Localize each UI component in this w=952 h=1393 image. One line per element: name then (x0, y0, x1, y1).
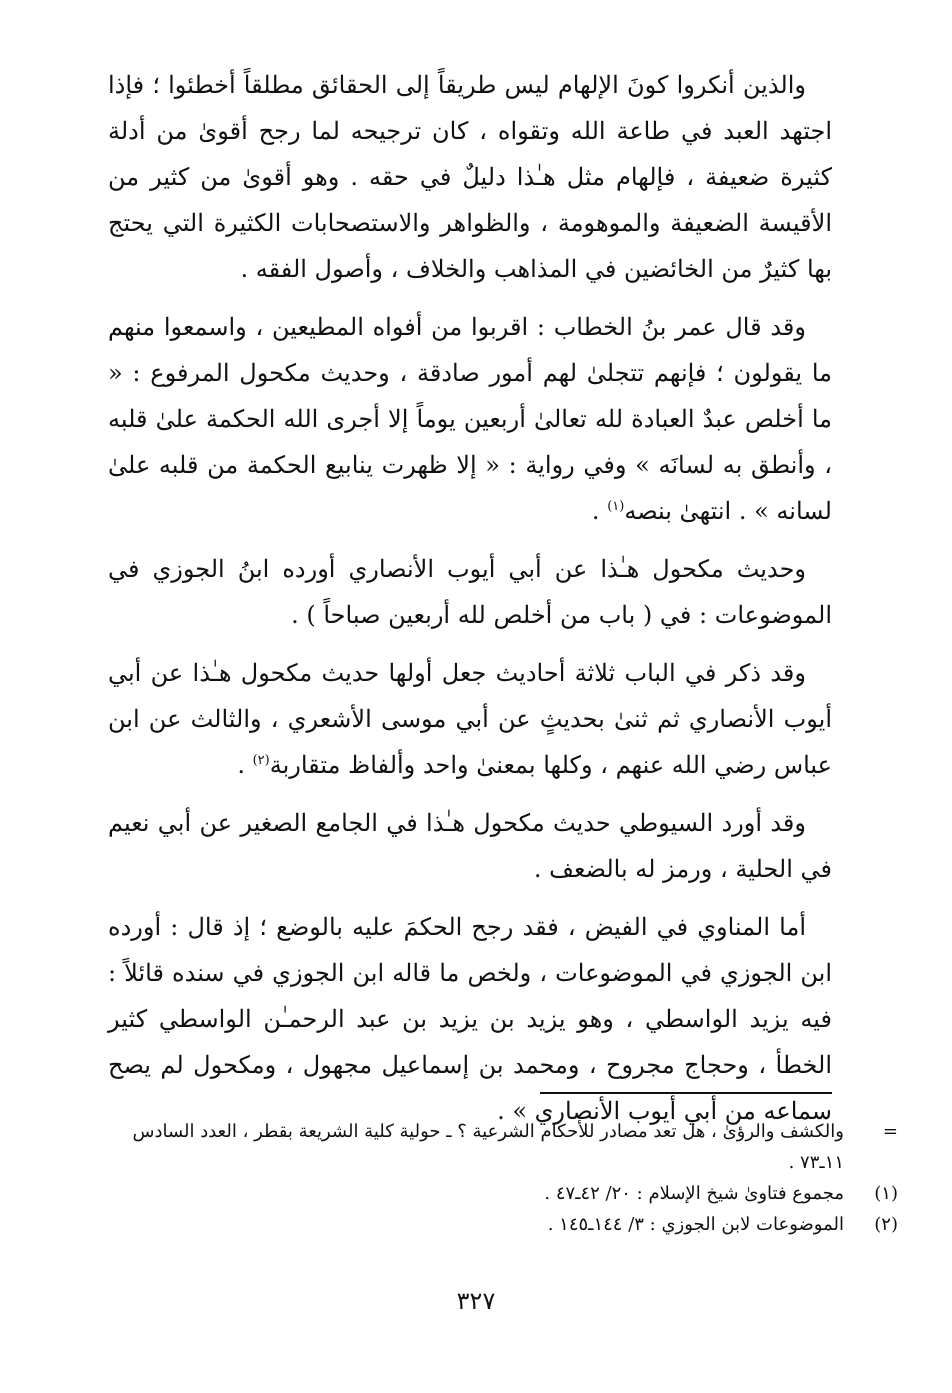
paragraph-tail: . (591, 497, 608, 525)
footnote-1 (108, 1178, 898, 1209)
paragraph-2 (108, 304, 832, 534)
paragraph-6 (108, 904, 832, 1134)
footnote-continued (108, 1116, 898, 1178)
main-text (108, 62, 832, 1146)
footnote-text: والكشف والرؤىٰ ، هل تعد مصادر للأحكام الشرعية ؟ ـ حولية كلية الشريعة بقطر ، العدد السادس ١١ـ٧٣ . (132, 1121, 844, 1173)
paragraph-text: والذين أنكروا كونَ الإلهام ليس طريقاً إلى الحقائق مطلقاً أخطئوا ؛ فإذا اجتهد العبد في طاعة الله وتقواه ، كان ترجيحه لما رجح أقوىٰ من أدلة كثيرة ضعيفة ، فإلهام مثل هـٰذا دليلٌ في حقه . وهو أقوىٰ من كثير من الأقيسة الضعيفة والموهومة ، والظواهر والاستصحابات الكثيرة التي يحتج بها كثيرٌ من الخائضين في المذاهب والخلاف ، وأصول الفقه . (108, 71, 832, 283)
footnote-mark: (١) (874, 1183, 898, 1204)
footnote-mark: = (882, 1121, 898, 1142)
paragraph-text: وقد ذكر في الباب ثلاثة أحاديث جعل أولها حديث مكحول هـٰذا عن أبي أيوب الأنصاري ثم ثنىٰ بحديثٍ عن أبي موسى الأشعري ، والثالث عن ابن عباس رضي الله عنهم ، وكلها بمعنىٰ واحد وألفاظ متقاربة (108, 659, 832, 779)
page-number: ٣٢٧ (456, 1287, 496, 1315)
paragraph-text: أما المناوي في الفيض ، فقد رجح الحكمَ عليه بالوضع ؛ إذ قال : أورده ابن الجوزي في الموضوعات ، ولخص ما قاله ابن الجوزي في سنده قائلاً : فيه يزيد الواسطي ، وهو يزيد بن يزيد بن عبد الرحمـٰن الواسطي كثير الخطأ ، وحجاج مجروح ، ومحمد بن إسماعيل مجهول ، ومكحول لم يصح سماعه من أبي أيوب الأنصاري » . (108, 913, 832, 1125)
paragraph-5 (108, 800, 832, 892)
paragraph-text: وقد أورد السيوطي حديث مكحول هـٰذا في الجامع الصغير عن أبي نعيم في الحلية ، ورمز له بالضعف . (108, 809, 832, 883)
paragraph-text: وقد قال عمر بنُ الخطاب : اقربوا من أفواه المطيعين ، واسمعوا منهم ما يقولون ؛ فإنهم تتجلىٰ لهم أمور صادقة ، وحديث مكحول المرفوع : « ما أخلص عبدٌ العبادة لله تعالىٰ أربعين يوماً إلا أجرى الله الحكمة علىٰ قلبه ، وأنطق به لسانَه » وفي رواية : « إلا ظهرت ينابيع الحكمة من قلبه علىٰ لسانه » . انتهىٰ بنصه (108, 313, 832, 525)
footnote-2 (108, 1209, 898, 1240)
paragraph-tail: . (237, 751, 253, 779)
footnote-mark: (٢) (874, 1214, 898, 1235)
paragraph-text: وحديث مكحول هـٰذا عن أبي أيوب الأنصاري أورده ابنُ الجوزي في الموضوعات : في ( باب من أخلص لله أربعين صباحاً ) . (108, 555, 832, 629)
footnotes (108, 1116, 898, 1240)
paragraph-3 (108, 546, 832, 638)
footnote-divider (540, 1092, 832, 1094)
footnote-text: مجموع فتاوىٰ شيخ الإسلام : ٢٠/ ٤٢ـ٤٧ . (544, 1183, 844, 1204)
paragraph-1 (108, 62, 832, 292)
footnote-ref-1[interactable]: (١) (607, 499, 625, 514)
paragraph-4 (108, 650, 832, 788)
footnote-ref-2[interactable]: (٢) (252, 753, 270, 768)
footnote-text: الموضوعات لابن الجوزي : ٣/ ١٤٤ـ١٤٥ . (547, 1214, 844, 1235)
